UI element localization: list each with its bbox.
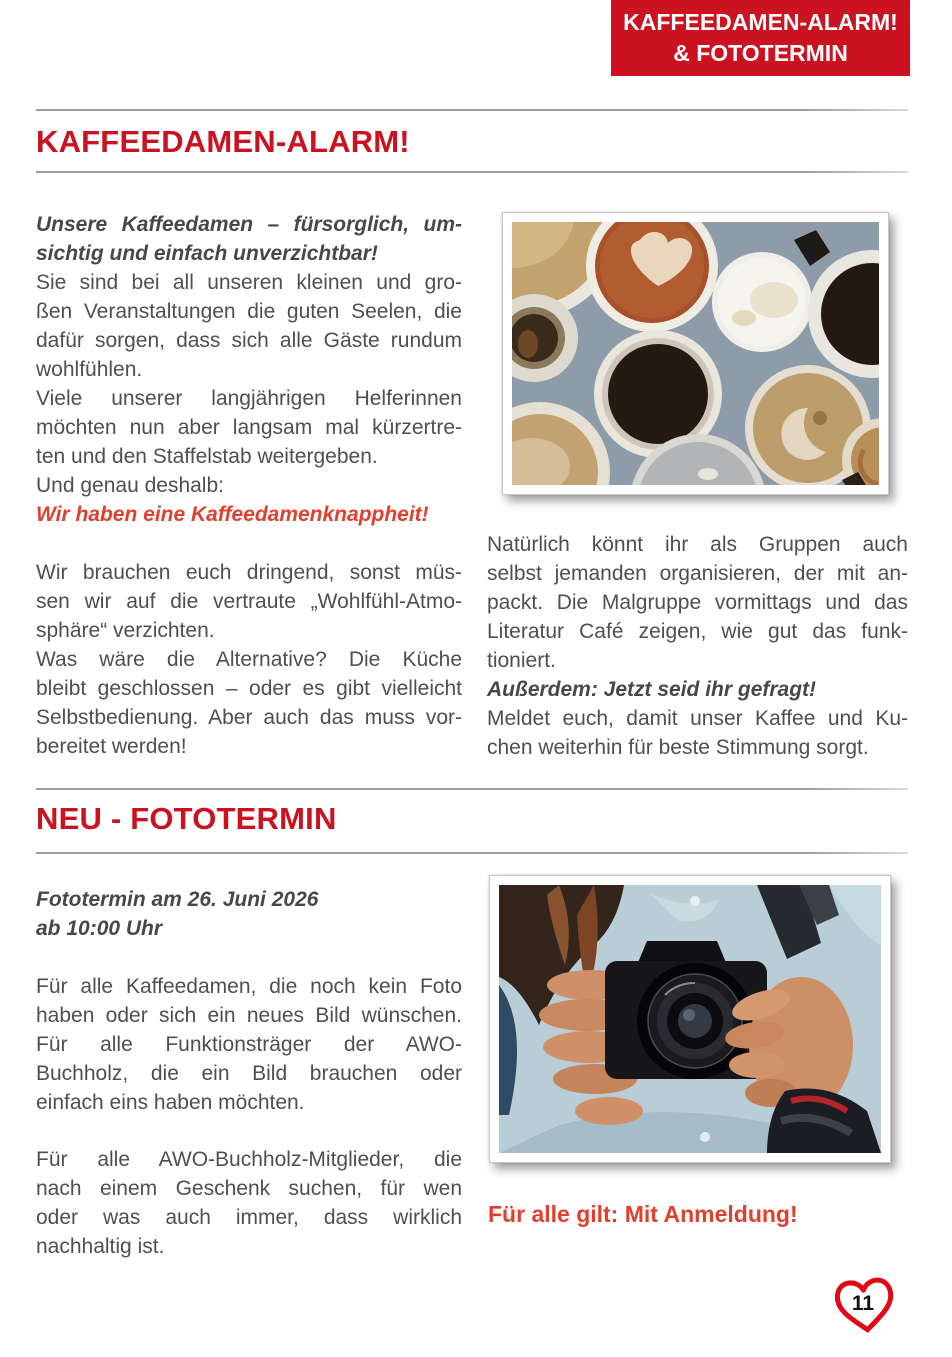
text-line: möchten nun aber langsam mal kürzertre- <box>36 416 462 439</box>
text-line: Fototermin am 26. Juni 2026 <box>36 888 319 911</box>
paragraph <box>36 972 462 1117</box>
text-line: Selbstbedienung. Aber auch das muss vor- <box>36 706 462 729</box>
text-line: sichtig und einfach unverzichtbar! <box>36 242 378 265</box>
text-line: Für alle Funktionsträger der AWO- <box>36 1033 462 1056</box>
paragraph <box>36 384 462 471</box>
section2-left-column <box>36 875 462 1261</box>
section2-columns <box>36 875 908 1261</box>
text-line: sen wir auf die vertraute „Wohlfühl-Atmo- <box>36 590 462 613</box>
section2-heading: NEU - FOTOTERMIN <box>36 801 337 836</box>
section1-right-text <box>487 530 908 762</box>
paragraph <box>487 530 908 675</box>
text-line: bereitet werden! <box>36 735 187 758</box>
coffee-cups-photo <box>502 212 889 495</box>
text-line: Was wäre die Alternative? Die Küche <box>36 648 462 671</box>
text-line: tioniert. <box>487 649 556 672</box>
spacer <box>36 1117 462 1145</box>
text-line: ten und den Staffelstab weitergeben. <box>36 445 378 468</box>
header-banner <box>611 0 910 76</box>
text-line: packt. Die Malgruppe vormittags und das <box>487 591 908 614</box>
text-line: selbst jemanden organisieren, der mit an- <box>487 562 908 585</box>
text-line: Wir brauchen euch dringend, sonst müs- <box>36 561 462 584</box>
alert-text: Wir haben eine Kaffeedamenknappheit! <box>36 503 429 526</box>
spacer <box>36 529 462 558</box>
section1-columns <box>36 210 908 762</box>
date-heading <box>36 885 462 943</box>
divider <box>36 852 908 854</box>
spacer <box>36 943 462 972</box>
text-line: dafür sorgen, dass sich alle Gäste rundum <box>36 329 462 352</box>
text-line: nachhaltig ist. <box>36 1235 165 1258</box>
text-line: Für alle AWO-Buchholz-Mitglieder, die <box>36 1148 462 1171</box>
text-line: Viele unserer langjährigen Helferinnen <box>36 387 462 410</box>
banner-title-line1: KAFFEEDAMEN-ALARM! <box>623 9 898 35</box>
text-line: einfach eins haben möchten. <box>36 1091 305 1114</box>
registration-note: Für alle gilt: Mit Anmeldung! <box>488 1201 798 1227</box>
text-line: Für alle Kaffeedamen, die noch kein Foto <box>36 975 462 998</box>
paragraph <box>36 645 462 761</box>
text-line: oder was auch immer, dass wirklich <box>36 1206 462 1229</box>
section1-right-column <box>487 210 908 762</box>
text-line: Natürlich könnt ihr als Gruppen auch <box>487 533 908 556</box>
paragraph: Und genau deshalb: <box>36 474 224 497</box>
text-line: chen weiterhin für beste Stimmung sorgt. <box>487 736 869 759</box>
divider <box>36 171 908 173</box>
text-line: nach einem Geschenk suchen, für wen <box>36 1177 462 1200</box>
paragraph <box>36 268 462 384</box>
text-line: Buchholz, die ein Bild brauchen oder <box>36 1062 462 1085</box>
text-line: Sie sind bei all unseren kleinen und gro- <box>36 271 462 294</box>
paragraph <box>487 704 908 762</box>
paragraph <box>36 558 462 645</box>
text-line: ab 10:00 Uhr <box>36 917 163 940</box>
text-line: Unsere Kaffeedamen – fürsorglich, um- <box>36 213 462 236</box>
text-line: sphäre“ verzichten. <box>36 619 215 642</box>
text-line: Literatur Café zeigen, wie gut das funk- <box>487 620 908 643</box>
paragraph <box>36 1145 462 1261</box>
text-line: haben oder sich ein neues Bild wünschen. <box>36 1004 462 1027</box>
text-line: ßen Veranstaltungen die guten Seelen, die <box>36 300 462 323</box>
emphasis-text: Außerdem: Jetzt seid ihr gefragt! <box>487 678 817 701</box>
section2-right-column <box>487 875 908 1261</box>
divider <box>36 788 908 790</box>
intro-paragraph <box>36 210 462 268</box>
section1-heading: KAFFEEDAMEN-ALARM! <box>36 124 410 159</box>
camera-photo <box>489 875 891 1163</box>
text-line: bleibt geschlossen – oder es gibt vielleicht <box>36 677 462 700</box>
coffee-cups-illustration <box>512 222 879 485</box>
camera-illustration <box>499 885 881 1153</box>
page-number: 11 <box>851 1292 875 1315</box>
banner-title-line2: & FOTOTERMIN <box>673 40 848 66</box>
section1-left-column <box>36 210 462 762</box>
text-line: Meldet euch, damit unser Kaffee und Ku- <box>487 707 908 730</box>
text-line: wohlfühlen. <box>36 358 143 381</box>
divider <box>36 109 908 111</box>
